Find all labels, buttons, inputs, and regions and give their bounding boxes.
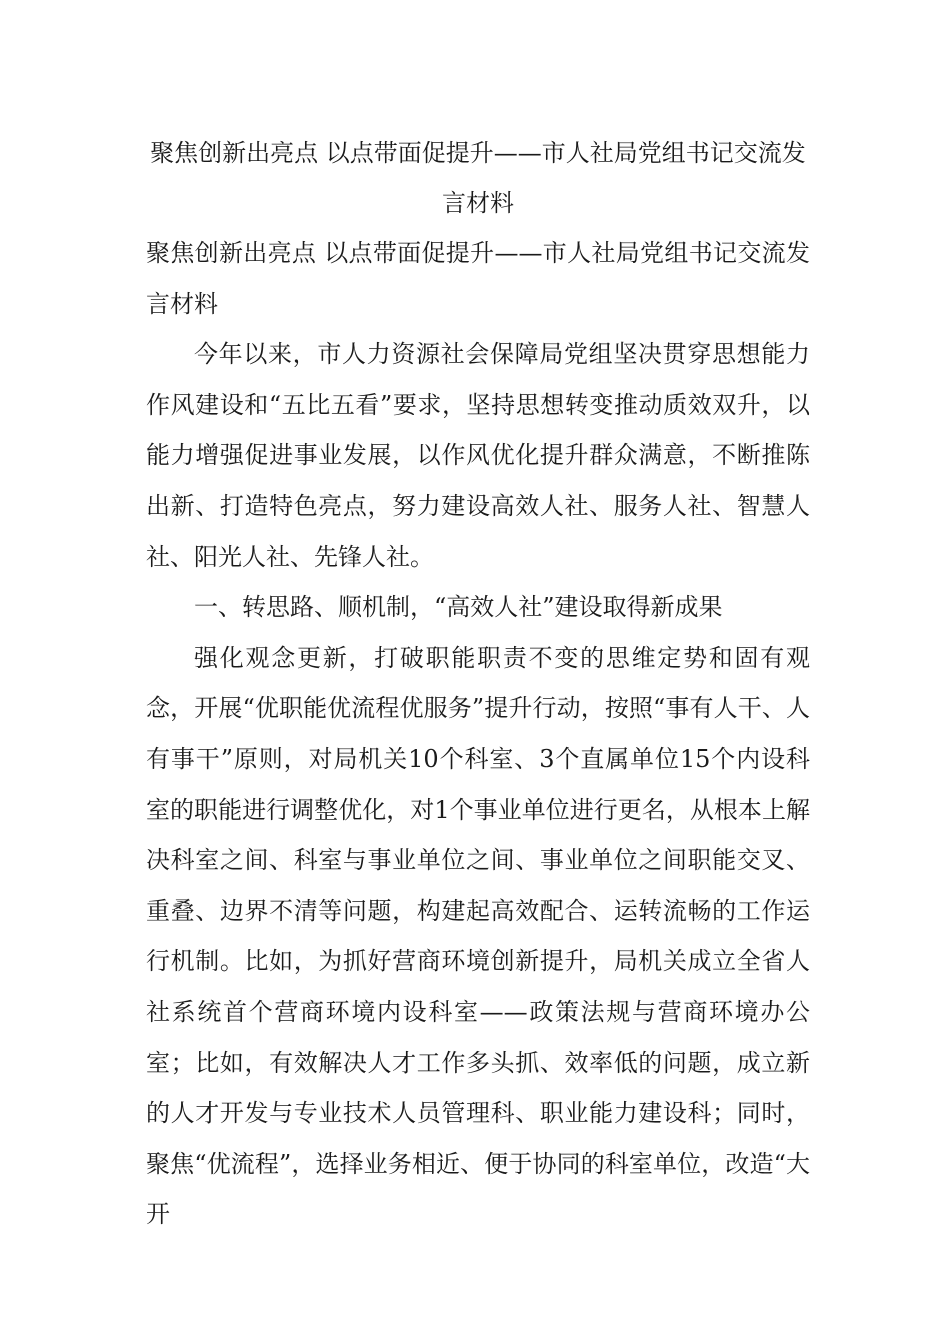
body-paragraph-1: 强化观念更新，打破职能职责不变的思维定势和固有观念，开展“优职能优流程优服务”提升行动，按照“事有人干、人有事干”原则，对局机关10个科室、3个直属单位15个内设科室的职能进行调整优化，对1个事业单位进行更名，从根本上解决科室之间、科室与事业单位之间、事业单位之间职能交叉、重叠、边界不清等问题，构建起高效配合、运转流畅的工作运行机制。比如，为抓好营商环境创新提升，局机关成立全省人社系统首个营商环境内设科室——政策法规与营商环境办公室；比如，有效解决人才工作多头抓、效率低的问题，成立新的人才开发与专业技术人员管理科、职业能力建设科；同时，聚焦“优流程”，选择业务相近、便于协同的科室单位，改造“大开 <box>146 643 810 1229</box>
intro-paragraph: 今年以来，市人力资源社会保障局党组坚决贯穿思想能力作风建设和“五比五看”要求，坚持思想转变推动质效双升，以能力增强促进事业发展，以作风优化提升群众满意，不断推陈出新、打造特色亮点，努力建设高效人社、服务人社、智慧人社、阳光人社、先锋人社。 <box>146 340 810 571</box>
section-heading-1: 一、转思路、顺机制，“高效人社”建设取得新成果 <box>194 593 723 622</box>
document-title: 聚焦创新出亮点 以点带面促提升——市人社局党组书记交流发言材料 <box>150 139 806 217</box>
document-body <box>146 128 810 1240</box>
title-repeat-paragraph: 聚焦创新出亮点 以点带面促提升——市人社局党组书记交流发言材料 <box>146 239 810 318</box>
